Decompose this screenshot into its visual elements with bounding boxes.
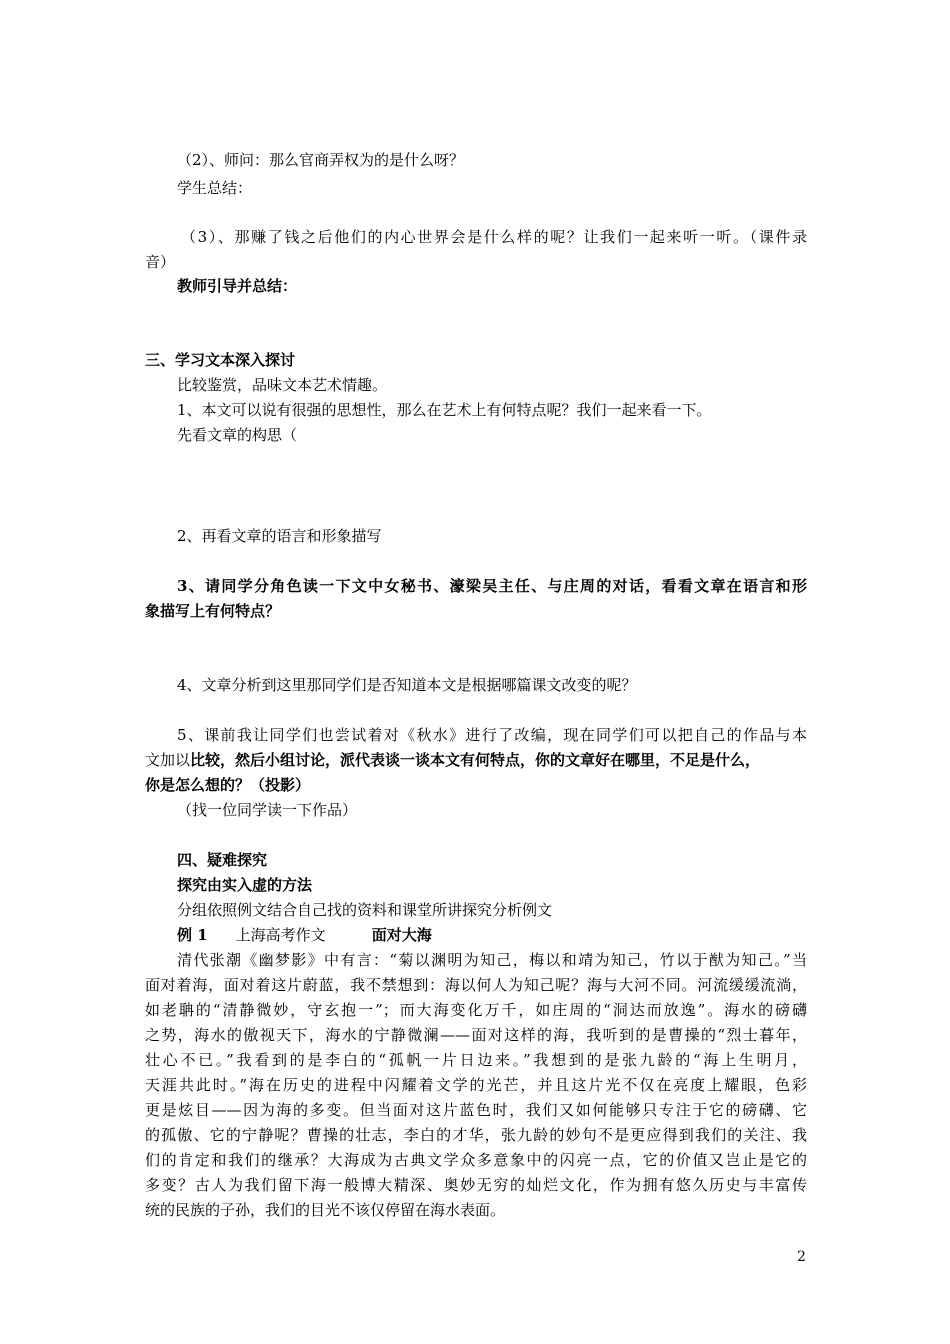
essay-line-7: 更是炫目——因为海的多变。但当面对这片蓝色时，我们又如何能够只专注于它的磅礴、它 bbox=[145, 1101, 807, 1119]
essay-line-2: 面对着海，面对着这片蔚蓝，我不禁想到：海以何人为知己呢？海与大河不同。河流缓缓流淌， bbox=[145, 976, 807, 994]
question-3-line2: 音） bbox=[145, 253, 176, 271]
item-3-line2: 象描写上有何特点？ bbox=[145, 602, 281, 620]
question-2: （2）、师问：那么官商弄权为的是什么呀？ bbox=[177, 151, 465, 169]
item-1: 1、本文可以说有很强的思想性，那么在艺术上有何特点呢？我们一起来看一下。 bbox=[177, 401, 712, 419]
item-4: 4、文章分析到这里那同学们是否知道本文是根据哪篇课文改变的呢？ bbox=[177, 676, 637, 694]
essay-line-10: 多变？古人为我们留下海一般博大精深、奥妙无穷的灿烂文化，作为拥有悠久历史与丰富传 bbox=[145, 1176, 807, 1194]
read-work-note: （找一位同学读一下作品） bbox=[177, 801, 358, 819]
section-3-heading: 三、学习文本深入探讨 bbox=[145, 351, 296, 369]
essay-line-6: 天涯共此时。”海在历史的进程中闪耀着文学的光芒，并且这片光不仅在亮度上耀眼，色彩 bbox=[145, 1076, 807, 1094]
item-5-line2-bold: 比较，然后小组讨论，派代表谈一谈本文有何特点，你的文章好在哪里，不足是什么， bbox=[190, 751, 761, 769]
item-2: 2、再看文章的语言和形象描写 bbox=[177, 527, 382, 545]
item-5-line3: 你是怎么想的？（投影） bbox=[145, 776, 311, 794]
teacher-summary-label: 教师引导并总结： bbox=[177, 277, 298, 295]
example-source: 上海高考作文 bbox=[235, 926, 326, 944]
section-3-intro: 比较鉴赏，品味文本艺术情趣。 bbox=[177, 376, 388, 394]
essay-line-5: 壮心不已。”我看到的是李白的“孤帆一片日边来。”我想到的是张九龄的“海上生明月， bbox=[145, 1051, 807, 1069]
essay-line-11: 统的民族的子孙，我们的目光不该仅停留在海水表面。 bbox=[145, 1201, 506, 1219]
example-title: 面对大海 bbox=[371, 926, 432, 944]
section-4-instruction: 分组依照例文结合自己找的资料和课堂所讲探究分析例文 bbox=[177, 901, 553, 919]
item-5-line1: 5、课前我让同学们也尝试着对《秋水》进行了改编，现在同学们可以把自己的作品与本 bbox=[177, 726, 807, 744]
section-4-subheading: 探究由实入虚的方法 bbox=[177, 876, 313, 894]
essay-line-4: 之势，海水的傲视天下，海水的宁静微澜——面对这样的海，我听到的是曹操的“烈士暮年， bbox=[145, 1026, 807, 1044]
essay-line-8: 的孤傲、它的宁静呢？曹操的壮志，李白的才华，张九龄的妙句不是更应得到我们的关注、我 bbox=[145, 1126, 807, 1144]
item-5-line2 bbox=[145, 750, 760, 770]
student-summary-label: 学生总结： bbox=[177, 179, 253, 197]
essay-line-9: 们的肯定和我们的继承？大海成为古典文学众多意象中的闪亮一点，它的价值又岂止是它的 bbox=[145, 1151, 807, 1169]
item-5-line2-normal: 文加以 bbox=[145, 751, 191, 769]
essay-line-3: 如老聃的“清静微妙，守玄抱一”；而大海变化万千，如庄周的“洞达而放逸”。海水的磅礴 bbox=[145, 1001, 807, 1019]
example-label: 例 1 bbox=[177, 926, 208, 944]
item-3-line1: 3、请同学分角色读一下文中女秘书、濠梁吴主任、与庄周的对话，看看文章在语言和形 bbox=[177, 577, 807, 595]
question-3-line1: （3）、那赚了钱之后他们的内心世界会是什么样的呢？让我们一起来听一听。（课件录 bbox=[181, 228, 807, 246]
section-4-heading: 四、疑难探究 bbox=[177, 851, 268, 869]
page-number: 2 bbox=[797, 1249, 806, 1265]
structure-line: 先看文章的构思（ bbox=[177, 426, 298, 444]
example-heading bbox=[177, 925, 432, 945]
essay-line-1: 清代张潮《幽梦影》中有言：“菊以渊明为知己，梅以和靖为知己，竹以于猷为知己。”当 bbox=[177, 951, 807, 969]
